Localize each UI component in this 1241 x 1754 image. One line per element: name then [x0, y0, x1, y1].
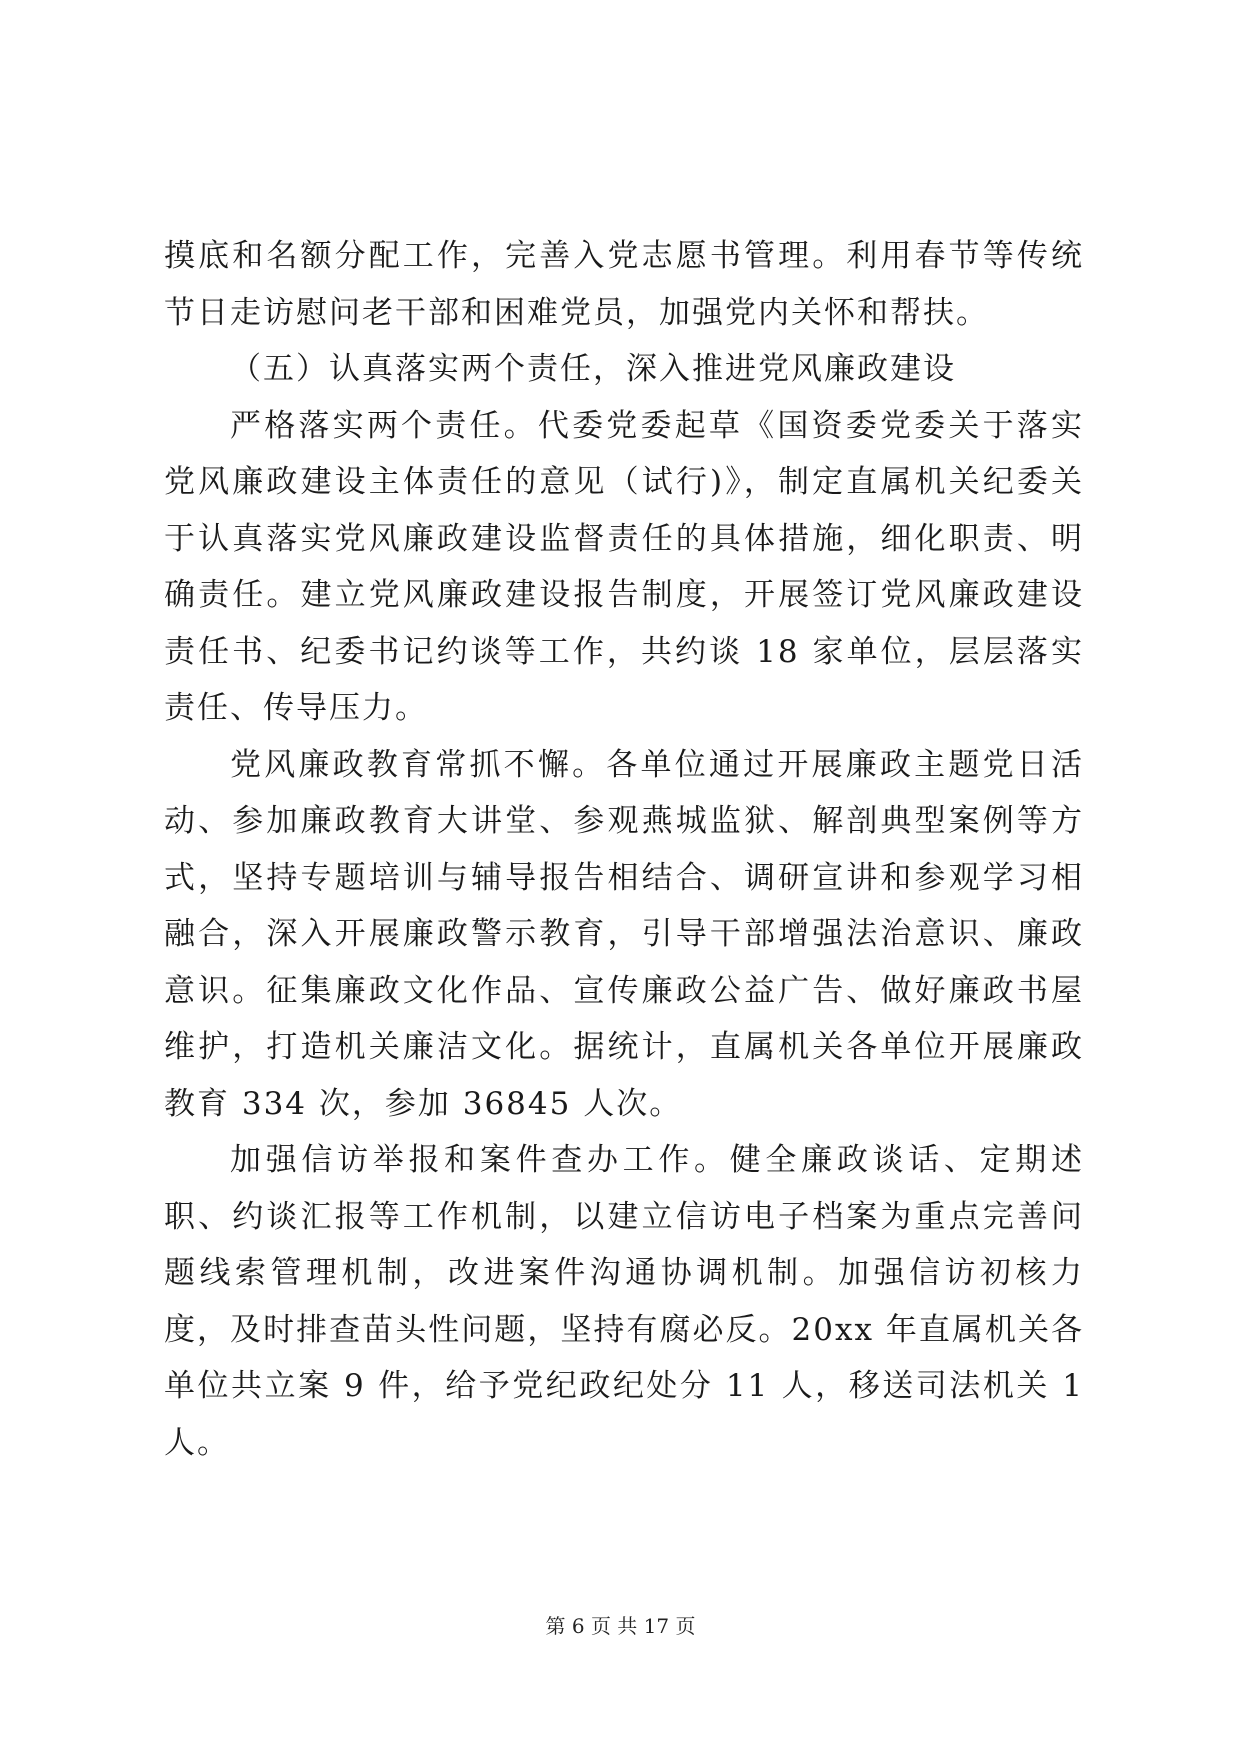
paragraph-responsibility: 严格落实两个责任。代委党委起草《国资委党委关于落实党风廉政建设主体责任的意见（试行)》，制定直属机关纪委关于认真落实党风廉政建设监督责任的具体措施，细化职责、明确责任。建立党风廉政建设报告制度，开展签订党风廉政建设责任书、纪委书记约谈等工作，共约谈 18 家单位，层层落实责任、传导压力。 — [164, 407, 1084, 726]
section-heading: （五）认真落实两个责任，深入推进党风廉政建设 — [230, 351, 956, 387]
paragraph-continuation: 摸底和名额分配工作，完善入党志愿书管理。利用春节等传统节日走访慰问老干部和困难党员，加强党内关怀和帮扶。 — [164, 238, 1084, 331]
document-body — [164, 228, 1084, 1471]
page-number-footer: 第 6 页 共 17 页 — [545, 1614, 696, 1638]
paragraph-education: 党风廉政教育常抓不懈。各单位通过开展廉政主题党日活动、参加廉政教育大讲堂、参观燕城监狱、解剖典型案例等方式，坚持专题培训与辅导报告相结合、调研宣讲和参观学习相融合，深入开展廉政警示教育，引导干部增强法治意识、廉政意识。征集廉政文化作品、宣传廉政公益广告、做好廉政书屋维护，打造机关廉洁文化。据统计，直属机关各单位开展廉政教育 334 次，参加 36845 人次。 — [164, 746, 1084, 1122]
paragraph-petition: 加强信访举报和案件查办工作。健全廉政谈话、定期述职、约谈汇报等工作机制，以建立信访电子档案为重点完善问题线索管理机制，改进案件沟通协调机制。加强信访初核力度，及时排查苗头性问题，坚持有腐必反。20xx 年直属机关各单位共立案 9 件，给予党纪政纪处分 11 人，移送司法机关 1 人。 — [164, 1142, 1084, 1461]
